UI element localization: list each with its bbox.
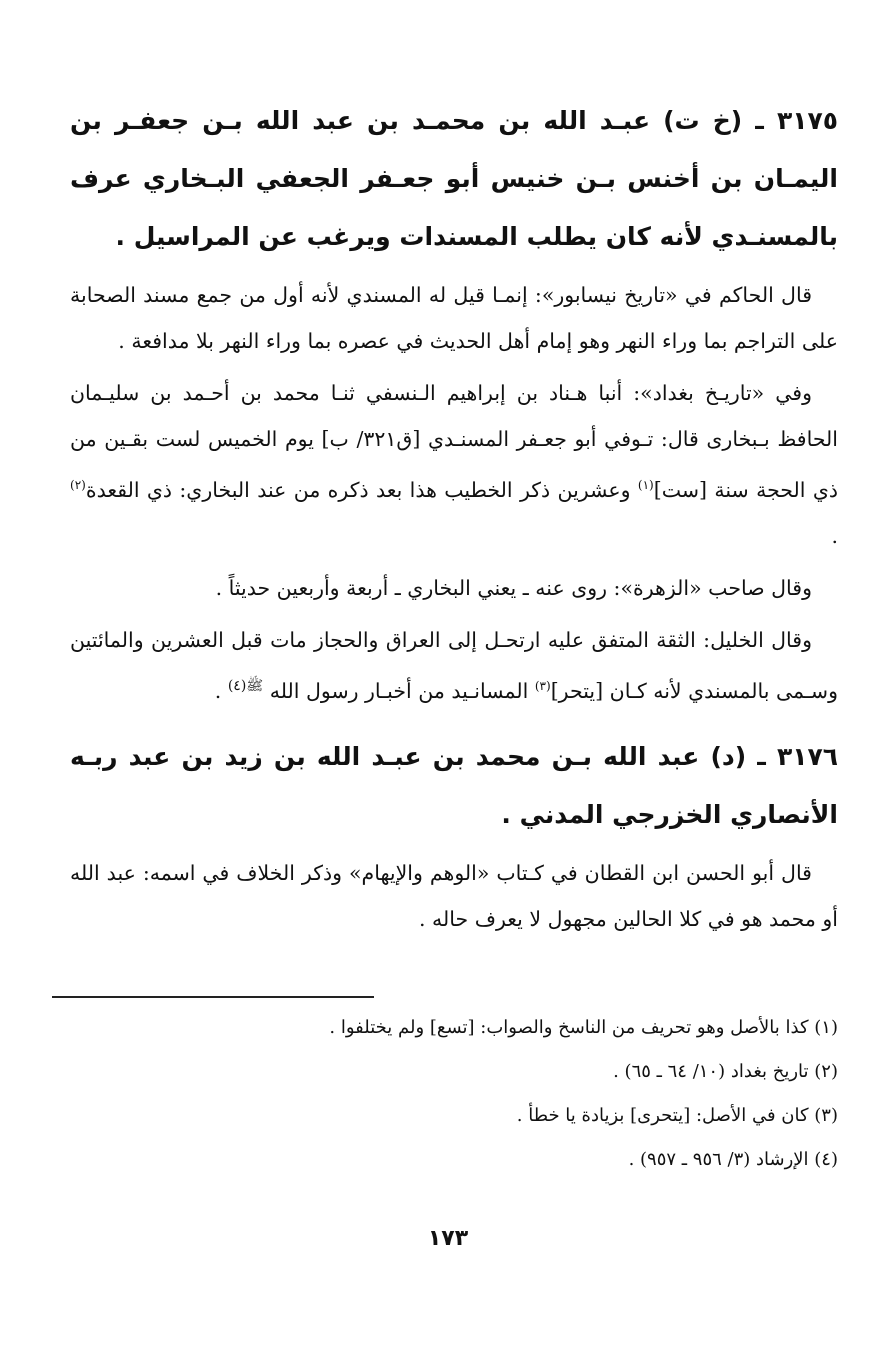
paragraph-text-tail: المسانـيد من أخبـار رسول الله [263, 678, 535, 703]
blessing-glyph: ﷺ(٤) [227, 677, 264, 694]
paragraph-text: قال الحاكم في «تاريخ نيسابور»: إنمـا قيل له المسندي لأنه أول من جمع مسند الصحابة على التراجم بما وراء النهر وهو إمام أهل الحديث في عصره بما وراء النهر بلا مدافعة . [70, 283, 838, 353]
footnote-ref: (٢) [70, 478, 86, 492]
paragraph-text: وقال الخليل: الثقة المتفق عليه ارتحـل إلى العراق والحجاز مات قبل العشرين والمائتين وسـمى بالمسندي لأنه كـان [يتحر] [70, 627, 838, 703]
footnote-2: (٢) تاريخ بغداد (١٠/ ٦٤ ـ ٦٥) . [613, 1061, 838, 1082]
paragraph-hakim [70, 272, 838, 364]
paragraph-text: وفي «تاريـخ بغداد»: أنبا هـناد بن إبراهيم الـنسفي ثنـا محمد بن أحـمد بن سليـمان الحافظ بـبخارى قال: تـوفي أبو جعـفر المسنـدي [ق٣٢١/ ب] يوم الخميس لست بقـين من ذي الحجة سنة [ست] [70, 381, 839, 502]
paragraph-zahra [70, 565, 838, 611]
paragraph-khalil [70, 617, 838, 714]
entry-heading: ٣١٧٦ ـ (د) عبد الله بـن محمد بن عبـد الله بن زيد بن عبد ربـه الأنصاري الخزرجي المدني . [70, 741, 838, 829]
footnote-3: (٣) كان في الأصل: [يتحرى] بزيادة يا خطأ . [516, 1105, 838, 1126]
page-number: ١٧٣ [427, 1226, 469, 1251]
entry-3176 [70, 728, 838, 942]
entry-heading: ٣١٧٥ ـ (خ ت) عبـد الله بن محمـد بن عبد الله بـن جعفـر بن اليمـان بن أخنس بـن خنيس أبو جعـفر الجعفي البـخاري عرف بالمسنـدي لأنه كان يطلب المسندات ويرغب عن المراسيل . [70, 106, 838, 251]
paragraph-text-tail: وعشرين ذكر الخطيب هذا بعد ذكره من عند البخاري: ذي القعدة [85, 477, 638, 502]
footnote-divider [52, 996, 374, 998]
paragraph-text-end: . [214, 678, 228, 703]
paragraph-text-end: . [831, 523, 838, 548]
footnotes [70, 1006, 838, 1182]
paragraph-ibn-qattan [70, 850, 838, 942]
footnote-ref: (١) [637, 478, 654, 492]
paragraph-tarikh-baghdad [70, 370, 838, 559]
entry-3175 [70, 92, 838, 714]
footnote-ref: (٣) [534, 678, 551, 693]
footnote-4: (٤) الإرشاد (٣/ ٩٥٦ ـ ٩٥٧) . [628, 1149, 838, 1170]
footnote-1: (١) كذا بالأصل وهو تحريف من الناسخ والصواب: [تسع] ولم يختلفوا . [329, 1017, 838, 1038]
paragraph-text: قال أبو الحسن ابن القطان في كـتاب «الوهم والإيهام» وذكر الخلاف في اسمه: عبد الله أو محمد هو في كلا الحالين مجهول لا يعرف حاله . [70, 860, 838, 931]
paragraph-text: وقال صاحب «الزهرة»: روى عنه ـ يعني البخاري ـ أربعة وأربعين حديثاً . [215, 575, 812, 600]
